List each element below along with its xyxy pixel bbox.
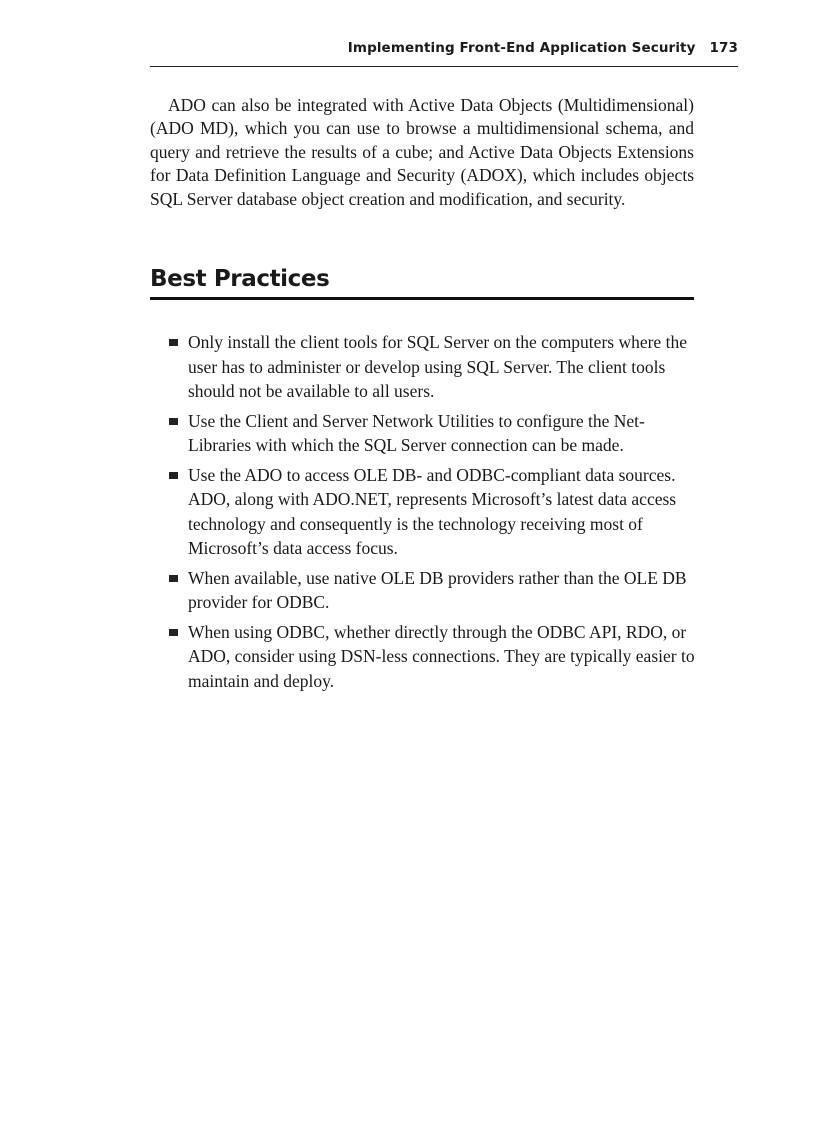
square-bullet-icon <box>169 629 178 636</box>
list-item-text: When using ODBC, whether directly through the ODBC API, RDO, or ADO, consider using DSN-less connections. They are typically easier to maintain and deploy. <box>188 621 695 691</box>
page-number: 173 <box>709 40 738 56</box>
list-item <box>150 330 700 404</box>
square-bullet-icon <box>169 339 178 346</box>
list-item <box>150 566 700 615</box>
square-bullet-icon <box>169 472 178 479</box>
square-bullet-icon <box>169 575 178 582</box>
list-item-text: Use the ADO to access OLE DB- and ODBC-compliant data sources. ADO, along with ADO.NET, represents Microsoft’s latest data access technology and consequently is the technology receiving most of Microsoft’s data access focus. <box>188 464 677 558</box>
square-bullet-icon <box>169 418 178 425</box>
running-title: Implementing Front-End Application Security <box>347 40 696 56</box>
intro-paragraph: ADO can also be integrated with Active Data Objects (Multidimensional) (ADO MD), which you can use to browse a multidimensional schema, and query and retrieve the results of a cube; and Active Data Objects Extensions for Data Definition Language and Security (ADOX), which includes objects SQL Server database object creation and modification, and security. <box>150 95 694 209</box>
list-item <box>150 409 700 458</box>
list-item-text: When available, use native OLE DB providers rather than the OLE DB provider for ODBC. <box>188 567 687 612</box>
section-heading: Best Practices <box>150 262 694 300</box>
list-item-text: Use the Client and Server Network Utilities to configure the Net-Libraries with which the SQL Server connection can be made. <box>188 410 645 455</box>
running-header <box>150 40 738 67</box>
list-item <box>150 463 700 561</box>
list-item <box>150 620 700 694</box>
list-item-text: Only install the client tools for SQL Server on the computers where the user has to administer or develop using SQL Server. The client tools should not be available to all users. <box>188 332 687 401</box>
best-practices-list <box>150 330 700 698</box>
